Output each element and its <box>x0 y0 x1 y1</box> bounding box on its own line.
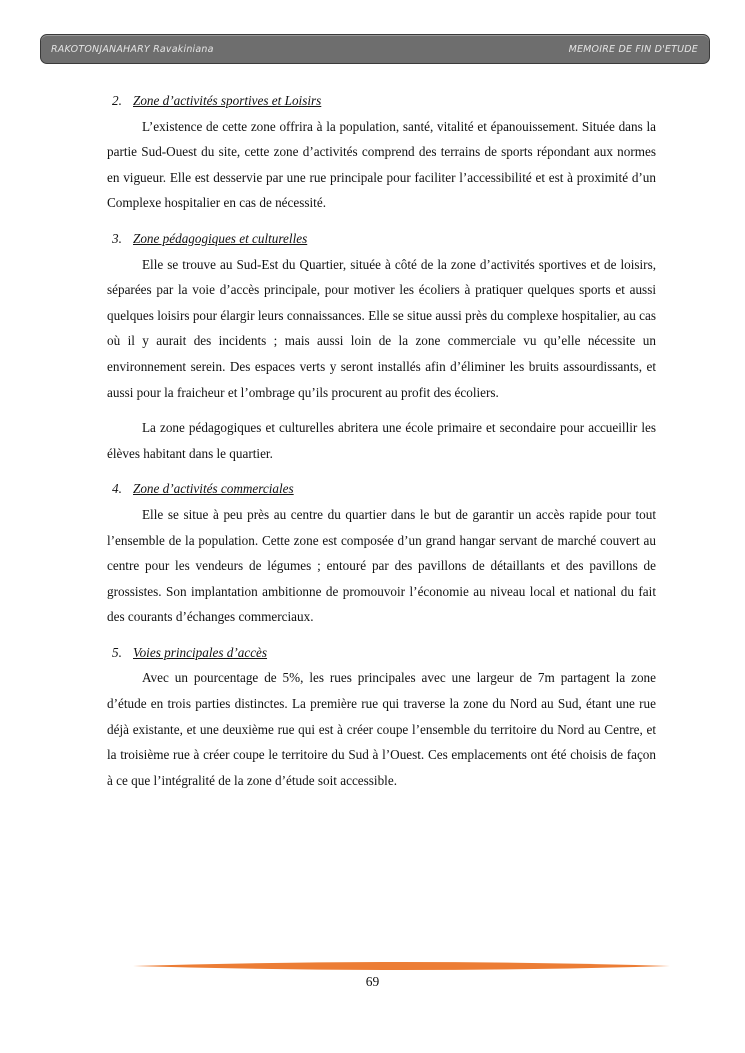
section-heading-3 <box>107 226 656 252</box>
header-author: RAKOTONJANAHARY Ravakiniana <box>51 43 214 55</box>
body-paragraph: La zone pédagogiques et culturelles abritera une école primaire et secondaire pour accueillir les élèves habitant dans le quartier. <box>107 420 656 461</box>
section-title: Zone d’activités commerciales <box>133 481 294 497</box>
body-paragraph: Elle se situe à peu près au centre du quartier dans le but de garantir un accès rapide pour tout l’ensemble de la population. Cette zone est composée d’un grand hangar servant de marché couvert au centre pour les vendeurs de légumes ; entouré par des pavillons de détaillants et des pavillons de grossistes. Son implantation ambitionne de promouvoir l’économie au niveau local et national du fait des courants d’échanges commerciaux. <box>107 506 656 625</box>
header-document-type: MEMOIRE DE FIN D'ETUDE <box>568 43 698 55</box>
body-paragraph: Avec un pourcentage de 5%, les rues principales avec une largeur de 7m partagent la zone d’étude en trois parties distinctes. La première rue qui traverse la zone du Nord au Sud, étant une rue déjà existante, et une deuxième rue qui est à créer coupe l’ensemble du territoire du Nord au Centre, et la troisième rue à créer coupe le territoire du Sud à l’Ouest. Ces emplacements ont été choisis de façon à ce que l’intégralité de la zone d’étude soit accessible. <box>107 670 656 788</box>
footer-decorative-bar <box>133 961 670 971</box>
page-body <box>107 88 656 793</box>
section-heading-4 <box>107 476 656 502</box>
running-header <box>40 34 710 64</box>
section-heading-2 <box>107 88 656 114</box>
page-number: 69 <box>365 974 380 989</box>
section-number: 5. <box>112 644 122 660</box>
section-number: 3. <box>112 230 122 246</box>
section-title: Voies principales d’accès <box>133 644 268 660</box>
footer-bar-shape <box>133 962 670 970</box>
body-paragraph: L’existence de cette zone offrira à la population, santé, vitalité et épanouissement. Située dans la partie Sud-Ouest du site, cette zone d’activités comprend des terrains de sports répondant aux normes en vigueur. Elle est desservie par une rue principale pour faciliter l’accessibilité et est à proximité d’un Complexe hospitalier en cas de nécessité. <box>107 118 656 211</box>
section-number: 2. <box>112 93 122 108</box>
section-title: Zone d’activités sportives et Loisirs <box>133 93 322 108</box>
section-title: Zone pédagogiques et culturelles <box>133 230 308 246</box>
section-heading-5 <box>107 640 656 666</box>
section-number: 4. <box>112 481 122 497</box>
body-paragraph: Elle se trouve au Sud-Est du Quartier, située à côté de la zone d’activités sportives et de loisirs, séparées par la voie d’accès principale, pour motiver les écoliers à pratiquer quelques sports et aussi quelques loisirs pour élargir leurs connaissances. Elle se situe aussi près du complexe hospitalier, au cas où il y aurait des incidents ; mais aussi loin de la zone commerciale vu qu’elle nécessite un environnement serein. Des espaces verts y seront installés afin d’éliminer les bruits assourdissants, et aussi pour la fraicheur et l’ombrage qu’ils procurent au profit des écoliers. <box>107 256 656 400</box>
